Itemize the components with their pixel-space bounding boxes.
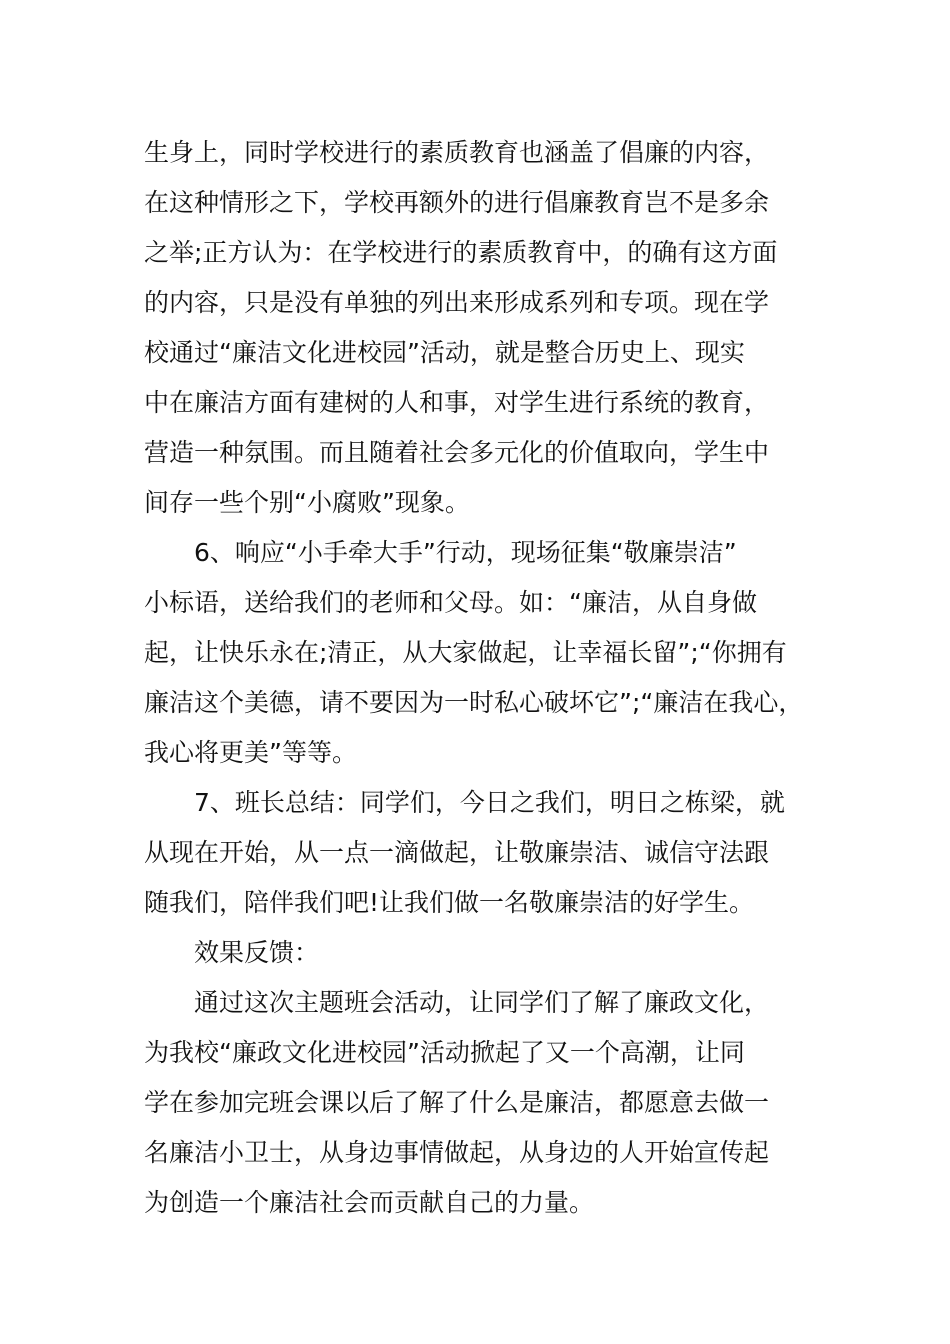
text-line: 小标语，送给我们的老师和父母。如：“廉洁，从自身做	[144, 588, 757, 617]
text-line: 我心将更美”等等。	[144, 738, 357, 767]
text-line: 7、班长总结：同学们，今日之我们，明日之栋梁，就	[194, 788, 785, 817]
document-body	[144, 128, 844, 1228]
text-line: 6、响应“小手牵大手”行动，现场征集“敬廉崇洁”	[194, 538, 737, 567]
text-line: 廉洁这个美德，请不要因为一时私心破坏它”;“廉洁在我心，	[144, 688, 804, 717]
text-line: 中在廉洁方面有建树的人和事，对学生进行系统的教育，	[144, 388, 770, 417]
text-line: 之举;正方认为：在学校进行的素质教育中，的确有这方面	[144, 238, 778, 267]
text-line: 校通过“廉洁文化进校园”活动，就是整合历史上、现实	[144, 338, 745, 367]
text-line: 的内容，只是没有单独的列出来形成系列和专项。现在学	[144, 288, 770, 317]
text-line: 效果反馈：	[194, 938, 320, 967]
text-line: 随我们，陪伴我们吧!让我们做一名敬廉崇洁的好学生。	[144, 888, 755, 917]
text-line: 生身上，同时学校进行的素质教育也涵盖了倡廉的内容，	[144, 138, 770, 167]
text-line: 从现在开始，从一点一滴做起，让敬廉崇洁、诚信守法跟	[144, 838, 770, 867]
text-line: 通过这次主题班会活动，让同学们了解了廉政文化，	[194, 988, 770, 1017]
text-line: 名廉洁小卫士，从身边事情做起，从身边的人开始宣传起	[144, 1138, 770, 1167]
text-line: 为我校“廉政文化进校园”活动掀起了又一个高潮，让同	[144, 1038, 745, 1067]
text-line: 学在参加完班会课以后了解了什么是廉洁，都愿意去做一	[144, 1088, 770, 1117]
text-line: 间存一些个别“小腐败”现象。	[144, 488, 470, 517]
text-line: 在这种情形之下，学校再额外的进行倡廉教育岂不是多余	[144, 188, 770, 217]
text-line: 营造一种氛围。而且随着社会多元化的价值取向，学生中	[144, 438, 770, 467]
text-line: 起，让快乐永在;清正，从大家做起，让幸福长留”;“你拥有	[144, 638, 787, 667]
text-line: 为创造一个廉洁社会而贡献自己的力量。	[144, 1188, 595, 1217]
